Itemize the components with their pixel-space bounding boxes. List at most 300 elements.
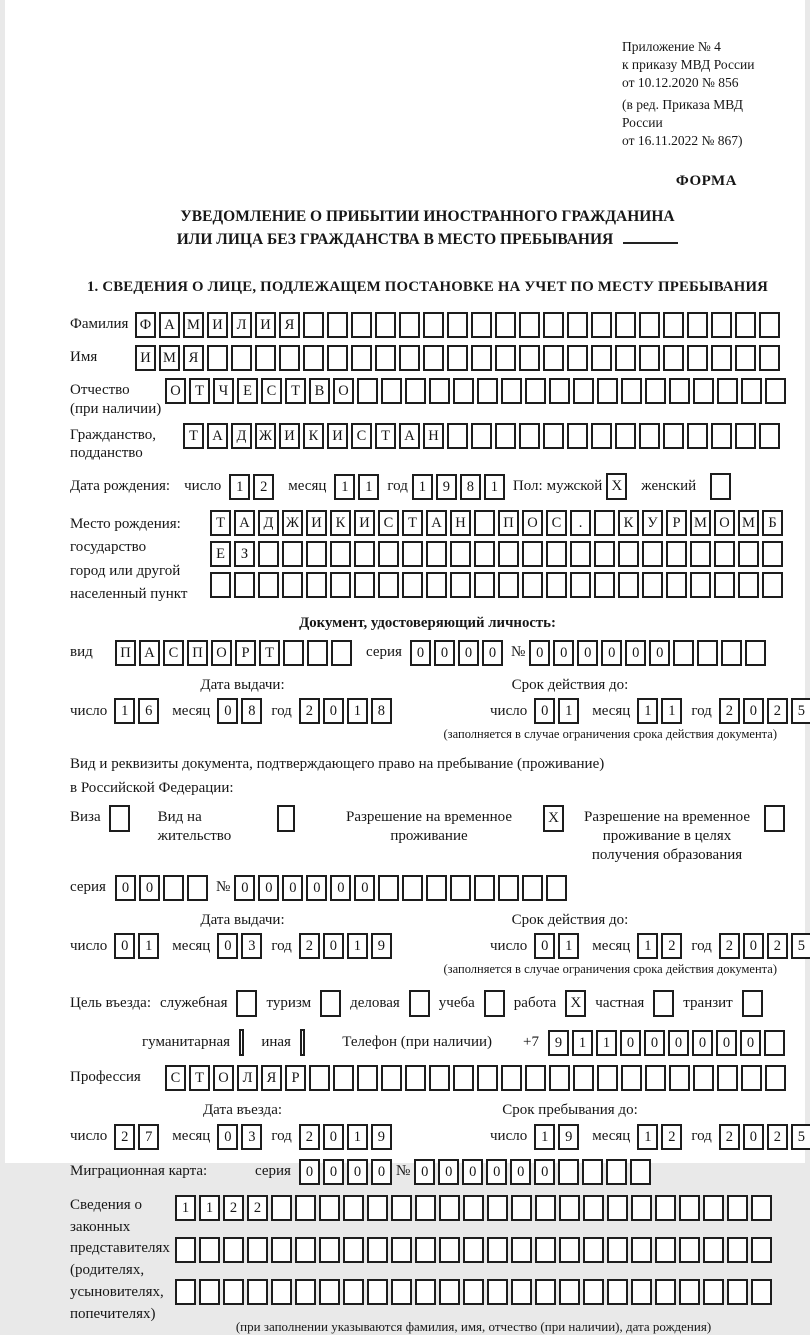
char-box[interactable] — [471, 312, 492, 338]
char-box[interactable]: 0 — [534, 698, 555, 724]
doc-expiry-year[interactable] — [719, 698, 810, 724]
char-box[interactable] — [655, 1237, 676, 1263]
char-box[interactable]: 0 — [347, 1159, 368, 1185]
char-box[interactable]: 2 — [719, 698, 740, 724]
char-box[interactable] — [501, 378, 522, 404]
char-box[interactable] — [423, 345, 444, 371]
char-box[interactable] — [594, 541, 615, 567]
char-box[interactable] — [426, 875, 447, 901]
char-box[interactable]: 2 — [661, 933, 682, 959]
char-box[interactable]: А — [139, 640, 160, 666]
visa-checkbox[interactable] — [109, 805, 130, 832]
char-box[interactable] — [679, 1195, 700, 1221]
temp-residence-checkbox[interactable]: X — [543, 805, 564, 832]
char-box[interactable] — [271, 1279, 292, 1305]
char-box[interactable]: И — [135, 345, 156, 371]
char-box[interactable]: Т — [402, 510, 423, 536]
char-box[interactable] — [669, 1065, 690, 1091]
char-box[interactable] — [303, 345, 324, 371]
char-box[interactable]: Т — [189, 378, 210, 404]
char-box[interactable] — [621, 1065, 642, 1091]
char-box[interactable]: Л — [231, 312, 252, 338]
char-box[interactable] — [687, 423, 708, 449]
char-box[interactable] — [543, 345, 564, 371]
char-box[interactable]: 0 — [510, 1159, 531, 1185]
purpose-tourism-checkbox[interactable] — [320, 990, 341, 1017]
char-box[interactable]: Е — [210, 541, 231, 567]
char-box[interactable]: С — [163, 640, 184, 666]
char-box[interactable]: 0 — [577, 640, 598, 666]
char-box[interactable] — [463, 1237, 484, 1263]
char-box[interactable] — [759, 312, 780, 338]
char-box[interactable] — [559, 1237, 580, 1263]
char-box[interactable]: 1 — [558, 933, 579, 959]
char-box[interactable]: Ж — [282, 510, 303, 536]
char-box[interactable]: П — [115, 640, 136, 666]
char-box[interactable] — [727, 1195, 748, 1221]
char-box[interactable]: 9 — [371, 933, 392, 959]
char-box[interactable] — [567, 423, 588, 449]
char-box[interactable] — [330, 541, 351, 567]
char-box[interactable] — [573, 1065, 594, 1091]
char-box[interactable] — [525, 378, 546, 404]
birth-day-boxes[interactable] — [229, 474, 274, 500]
char-box[interactable] — [447, 345, 468, 371]
char-box[interactable] — [543, 423, 564, 449]
char-box[interactable]: 0 — [625, 640, 646, 666]
char-box[interactable]: М — [183, 312, 204, 338]
char-box[interactable]: 9 — [558, 1124, 579, 1150]
char-box[interactable] — [519, 312, 540, 338]
char-box[interactable]: Б — [762, 510, 783, 536]
char-box[interactable] — [415, 1195, 436, 1221]
char-box[interactable]: 0 — [258, 875, 279, 901]
char-box[interactable]: 1 — [334, 474, 355, 500]
char-box[interactable] — [738, 572, 759, 598]
char-box[interactable] — [591, 345, 612, 371]
birth-year-boxes[interactable] — [412, 474, 505, 500]
char-box[interactable]: 0 — [234, 875, 255, 901]
char-box[interactable]: К — [303, 423, 324, 449]
char-box[interactable]: 0 — [601, 640, 622, 666]
char-box[interactable]: 2 — [767, 1124, 788, 1150]
doc-series-boxes[interactable] — [410, 640, 503, 666]
char-box[interactable]: 0 — [323, 1124, 344, 1150]
char-box[interactable] — [474, 541, 495, 567]
char-box[interactable] — [543, 312, 564, 338]
char-box[interactable]: 2 — [767, 698, 788, 724]
char-box[interactable] — [487, 1195, 508, 1221]
char-box[interactable] — [306, 541, 327, 567]
char-box[interactable] — [751, 1237, 772, 1263]
char-box[interactable] — [199, 1237, 220, 1263]
char-box[interactable]: С — [165, 1065, 186, 1091]
char-box[interactable] — [375, 312, 396, 338]
char-box[interactable] — [223, 1237, 244, 1263]
char-box[interactable] — [463, 1195, 484, 1221]
purpose-humanitarian-checkbox[interactable] — [239, 1029, 244, 1056]
char-box[interactable] — [741, 378, 762, 404]
char-box[interactable]: 1 — [534, 1124, 555, 1150]
char-box[interactable] — [405, 1065, 426, 1091]
char-box[interactable] — [679, 1279, 700, 1305]
char-box[interactable] — [570, 541, 591, 567]
char-box[interactable]: Ж — [255, 423, 276, 449]
char-box[interactable] — [559, 1279, 580, 1305]
char-box[interactable]: 0 — [692, 1030, 713, 1056]
char-box[interactable]: 0 — [462, 1159, 483, 1185]
res-issue-month[interactable] — [217, 933, 262, 959]
char-box[interactable] — [423, 312, 444, 338]
char-box[interactable]: 1 — [572, 1030, 593, 1056]
char-box[interactable] — [399, 312, 420, 338]
char-box[interactable] — [405, 378, 426, 404]
char-box[interactable] — [703, 1279, 724, 1305]
char-box[interactable]: 1 — [596, 1030, 617, 1056]
char-box[interactable]: А — [426, 510, 447, 536]
char-box[interactable]: 1 — [637, 933, 658, 959]
char-box[interactable] — [439, 1279, 460, 1305]
char-box[interactable] — [663, 312, 684, 338]
char-box[interactable] — [330, 572, 351, 598]
char-box[interactable]: Н — [450, 510, 471, 536]
birthplace-row2[interactable] — [210, 541, 783, 567]
doc-expiry-day[interactable] — [534, 698, 579, 724]
char-box[interactable]: К — [330, 510, 351, 536]
char-box[interactable] — [351, 345, 372, 371]
char-box[interactable] — [381, 1065, 402, 1091]
char-box[interactable] — [303, 312, 324, 338]
char-box[interactable] — [391, 1195, 412, 1221]
char-box[interactable] — [450, 572, 471, 598]
char-box[interactable]: А — [399, 423, 420, 449]
char-box[interactable] — [439, 1237, 460, 1263]
char-box[interactable]: 0 — [217, 1124, 238, 1150]
char-box[interactable] — [271, 1237, 292, 1263]
res-expiry-year[interactable] — [719, 933, 810, 959]
char-box[interactable]: 0 — [371, 1159, 392, 1185]
char-box[interactable]: О — [522, 510, 543, 536]
char-box[interactable]: 0 — [482, 640, 503, 666]
char-box[interactable] — [615, 423, 636, 449]
char-box[interactable] — [351, 312, 372, 338]
char-box[interactable] — [471, 345, 492, 371]
char-box[interactable] — [735, 312, 756, 338]
res-expiry-day[interactable] — [534, 933, 579, 959]
char-box[interactable]: Ф — [135, 312, 156, 338]
char-box[interactable]: Я — [183, 345, 204, 371]
char-box[interactable] — [762, 572, 783, 598]
char-box[interactable] — [687, 345, 708, 371]
char-box[interactable] — [207, 345, 228, 371]
char-box[interactable] — [765, 378, 786, 404]
char-box[interactable] — [597, 378, 618, 404]
char-box[interactable] — [415, 1237, 436, 1263]
char-box[interactable]: 3 — [241, 933, 262, 959]
char-box[interactable]: Т — [189, 1065, 210, 1091]
char-box[interactable] — [645, 1065, 666, 1091]
char-box[interactable]: 0 — [114, 933, 135, 959]
purpose-business-checkbox[interactable] — [409, 990, 430, 1017]
char-box[interactable] — [255, 345, 276, 371]
sex-female-checkbox[interactable] — [710, 473, 731, 500]
char-box[interactable] — [597, 1065, 618, 1091]
char-box[interactable] — [615, 312, 636, 338]
char-box[interactable] — [474, 875, 495, 901]
char-box[interactable] — [367, 1195, 388, 1221]
res-expiry-month[interactable] — [637, 933, 682, 959]
char-box[interactable] — [567, 312, 588, 338]
char-box[interactable] — [258, 572, 279, 598]
char-box[interactable] — [717, 378, 738, 404]
char-box[interactable] — [319, 1279, 340, 1305]
char-box[interactable] — [519, 423, 540, 449]
char-box[interactable]: 2 — [299, 698, 320, 724]
char-box[interactable]: 9 — [436, 474, 457, 500]
char-box[interactable] — [703, 1195, 724, 1221]
char-box[interactable]: 1 — [229, 474, 250, 500]
char-box[interactable] — [666, 541, 687, 567]
char-box[interactable]: 0 — [740, 1030, 761, 1056]
char-box[interactable]: 0 — [620, 1030, 641, 1056]
char-box[interactable]: 0 — [323, 933, 344, 959]
char-box[interactable] — [717, 1065, 738, 1091]
char-box[interactable] — [630, 1159, 651, 1185]
char-box[interactable]: 5 — [791, 933, 810, 959]
char-box[interactable]: И — [327, 423, 348, 449]
doc-expiry-month[interactable] — [637, 698, 682, 724]
entry-month[interactable] — [217, 1124, 262, 1150]
surname-boxes[interactable] — [135, 312, 780, 338]
char-box[interactable]: 0 — [323, 1159, 344, 1185]
doc-kind-boxes[interactable] — [115, 640, 352, 666]
char-box[interactable] — [535, 1195, 556, 1221]
char-box[interactable] — [583, 1237, 604, 1263]
char-box[interactable] — [327, 312, 348, 338]
char-box[interactable] — [163, 875, 184, 901]
char-box[interactable] — [498, 875, 519, 901]
char-box[interactable] — [367, 1279, 388, 1305]
char-box[interactable]: Р — [235, 640, 256, 666]
char-box[interactable] — [231, 345, 252, 371]
char-box[interactable]: 0 — [743, 1124, 764, 1150]
char-box[interactable] — [759, 423, 780, 449]
char-box[interactable] — [453, 1065, 474, 1091]
char-box[interactable] — [378, 572, 399, 598]
char-box[interactable] — [642, 572, 663, 598]
char-box[interactable]: Р — [285, 1065, 306, 1091]
char-box[interactable]: 0 — [529, 640, 550, 666]
char-box[interactable] — [429, 378, 450, 404]
char-box[interactable]: О — [333, 378, 354, 404]
char-box[interactable] — [447, 423, 468, 449]
char-box[interactable]: 0 — [410, 640, 431, 666]
char-box[interactable] — [573, 378, 594, 404]
sex-male-checkbox[interactable]: X — [606, 473, 627, 500]
char-box[interactable] — [357, 378, 378, 404]
char-box[interactable] — [471, 423, 492, 449]
char-box[interactable] — [570, 572, 591, 598]
char-box[interactable] — [391, 1237, 412, 1263]
birthplace-row3[interactable] — [210, 572, 783, 598]
char-box[interactable] — [175, 1279, 196, 1305]
char-box[interactable] — [621, 378, 642, 404]
char-box[interactable] — [673, 640, 694, 666]
char-box[interactable]: И — [306, 510, 327, 536]
stay-day[interactable] — [534, 1124, 579, 1150]
char-box[interactable] — [567, 345, 588, 371]
char-box[interactable] — [591, 312, 612, 338]
char-box[interactable] — [765, 1065, 786, 1091]
char-box[interactable] — [333, 1065, 354, 1091]
name-boxes[interactable] — [135, 345, 780, 371]
char-box[interactable] — [234, 572, 255, 598]
char-box[interactable] — [501, 1065, 522, 1091]
char-box[interactable]: Д — [231, 423, 252, 449]
char-box[interactable]: 2 — [299, 933, 320, 959]
char-box[interactable] — [319, 1195, 340, 1221]
char-box[interactable] — [247, 1237, 268, 1263]
purpose-official-checkbox[interactable] — [236, 990, 257, 1017]
char-box[interactable] — [751, 1279, 772, 1305]
entry-day[interactable] — [114, 1124, 159, 1150]
char-box[interactable] — [375, 345, 396, 371]
char-box[interactable]: 3 — [241, 1124, 262, 1150]
char-box[interactable] — [319, 1237, 340, 1263]
char-box[interactable]: И — [207, 312, 228, 338]
char-box[interactable] — [439, 1195, 460, 1221]
char-box[interactable] — [399, 345, 420, 371]
char-box[interactable]: Л — [237, 1065, 258, 1091]
char-box[interactable] — [343, 1237, 364, 1263]
char-box[interactable] — [594, 572, 615, 598]
char-box[interactable] — [690, 541, 711, 567]
char-box[interactable]: 1 — [347, 933, 368, 959]
char-box[interactable]: 0 — [716, 1030, 737, 1056]
char-box[interactable] — [429, 1065, 450, 1091]
char-box[interactable]: 1 — [199, 1195, 220, 1221]
char-box[interactable] — [487, 1237, 508, 1263]
char-box[interactable] — [631, 1237, 652, 1263]
char-box[interactable]: 0 — [534, 1159, 555, 1185]
char-box[interactable] — [402, 875, 423, 901]
char-box[interactable]: Р — [666, 510, 687, 536]
char-box[interactable]: О — [714, 510, 735, 536]
char-box[interactable] — [546, 572, 567, 598]
char-box[interactable]: 6 — [138, 698, 159, 724]
char-box[interactable] — [354, 541, 375, 567]
char-box[interactable] — [751, 1195, 772, 1221]
char-box[interactable] — [199, 1279, 220, 1305]
char-box[interactable] — [764, 1030, 785, 1056]
char-box[interactable] — [735, 423, 756, 449]
char-box[interactable]: 1 — [661, 698, 682, 724]
char-box[interactable] — [175, 1237, 196, 1263]
char-box[interactable]: 8 — [460, 474, 481, 500]
char-box[interactable]: 2 — [247, 1195, 268, 1221]
doc-number-boxes[interactable] — [529, 640, 766, 666]
char-box[interactable] — [309, 1065, 330, 1091]
char-box[interactable]: И — [255, 312, 276, 338]
char-box[interactable]: А — [234, 510, 255, 536]
char-box[interactable] — [606, 1159, 627, 1185]
char-box[interactable]: 0 — [217, 933, 238, 959]
char-box[interactable] — [307, 640, 328, 666]
char-box[interactable]: 0 — [743, 698, 764, 724]
char-box[interactable] — [594, 510, 615, 536]
char-box[interactable]: 9 — [548, 1030, 569, 1056]
char-box[interactable]: 0 — [486, 1159, 507, 1185]
guardians-row1[interactable] — [175, 1195, 772, 1221]
char-box[interactable]: 2 — [223, 1195, 244, 1221]
char-box[interactable] — [331, 640, 352, 666]
char-box[interactable] — [498, 541, 519, 567]
char-box[interactable] — [463, 1279, 484, 1305]
char-box[interactable] — [607, 1237, 628, 1263]
migration-number-boxes[interactable] — [414, 1159, 651, 1185]
char-box[interactable]: Т — [259, 640, 280, 666]
char-box[interactable]: 0 — [668, 1030, 689, 1056]
guardians-row3[interactable] — [175, 1279, 772, 1305]
char-box[interactable] — [210, 572, 231, 598]
stay-month[interactable] — [637, 1124, 682, 1150]
char-box[interactable]: 7 — [138, 1124, 159, 1150]
char-box[interactable] — [522, 541, 543, 567]
char-box[interactable] — [343, 1279, 364, 1305]
char-box[interactable] — [535, 1237, 556, 1263]
char-box[interactable] — [519, 345, 540, 371]
char-box[interactable] — [735, 345, 756, 371]
char-box[interactable]: 0 — [323, 698, 344, 724]
char-box[interactable]: 1 — [412, 474, 433, 500]
char-box[interactable] — [282, 572, 303, 598]
char-box[interactable]: 1 — [114, 698, 135, 724]
char-box[interactable] — [687, 312, 708, 338]
residence-permit-checkbox[interactable] — [277, 805, 295, 832]
char-box[interactable] — [714, 572, 735, 598]
char-box[interactable] — [511, 1279, 532, 1305]
char-box[interactable] — [223, 1279, 244, 1305]
patronymic-boxes[interactable] — [165, 378, 786, 404]
char-box[interactable] — [402, 541, 423, 567]
char-box[interactable] — [727, 1279, 748, 1305]
char-box[interactable] — [415, 1279, 436, 1305]
purpose-transit-checkbox[interactable] — [742, 990, 763, 1017]
char-box[interactable] — [693, 378, 714, 404]
char-box[interactable] — [367, 1237, 388, 1263]
char-box[interactable] — [477, 378, 498, 404]
char-box[interactable] — [546, 875, 567, 901]
purpose-other-checkbox[interactable] — [300, 1029, 305, 1056]
char-box[interactable] — [378, 541, 399, 567]
char-box[interactable]: 5 — [791, 1124, 810, 1150]
char-box[interactable] — [663, 423, 684, 449]
char-box[interactable]: 2 — [661, 1124, 682, 1150]
char-box[interactable] — [295, 1279, 316, 1305]
char-box[interactable]: 0 — [330, 875, 351, 901]
char-box[interactable] — [402, 572, 423, 598]
char-box[interactable] — [498, 572, 519, 598]
char-box[interactable] — [295, 1237, 316, 1263]
char-box[interactable] — [631, 1195, 652, 1221]
char-box[interactable] — [666, 572, 687, 598]
char-box[interactable]: 5 — [791, 698, 810, 724]
char-box[interactable] — [741, 1065, 762, 1091]
res-series-boxes[interactable] — [115, 875, 208, 901]
char-box[interactable] — [474, 510, 495, 536]
char-box[interactable] — [453, 378, 474, 404]
char-box[interactable] — [282, 541, 303, 567]
